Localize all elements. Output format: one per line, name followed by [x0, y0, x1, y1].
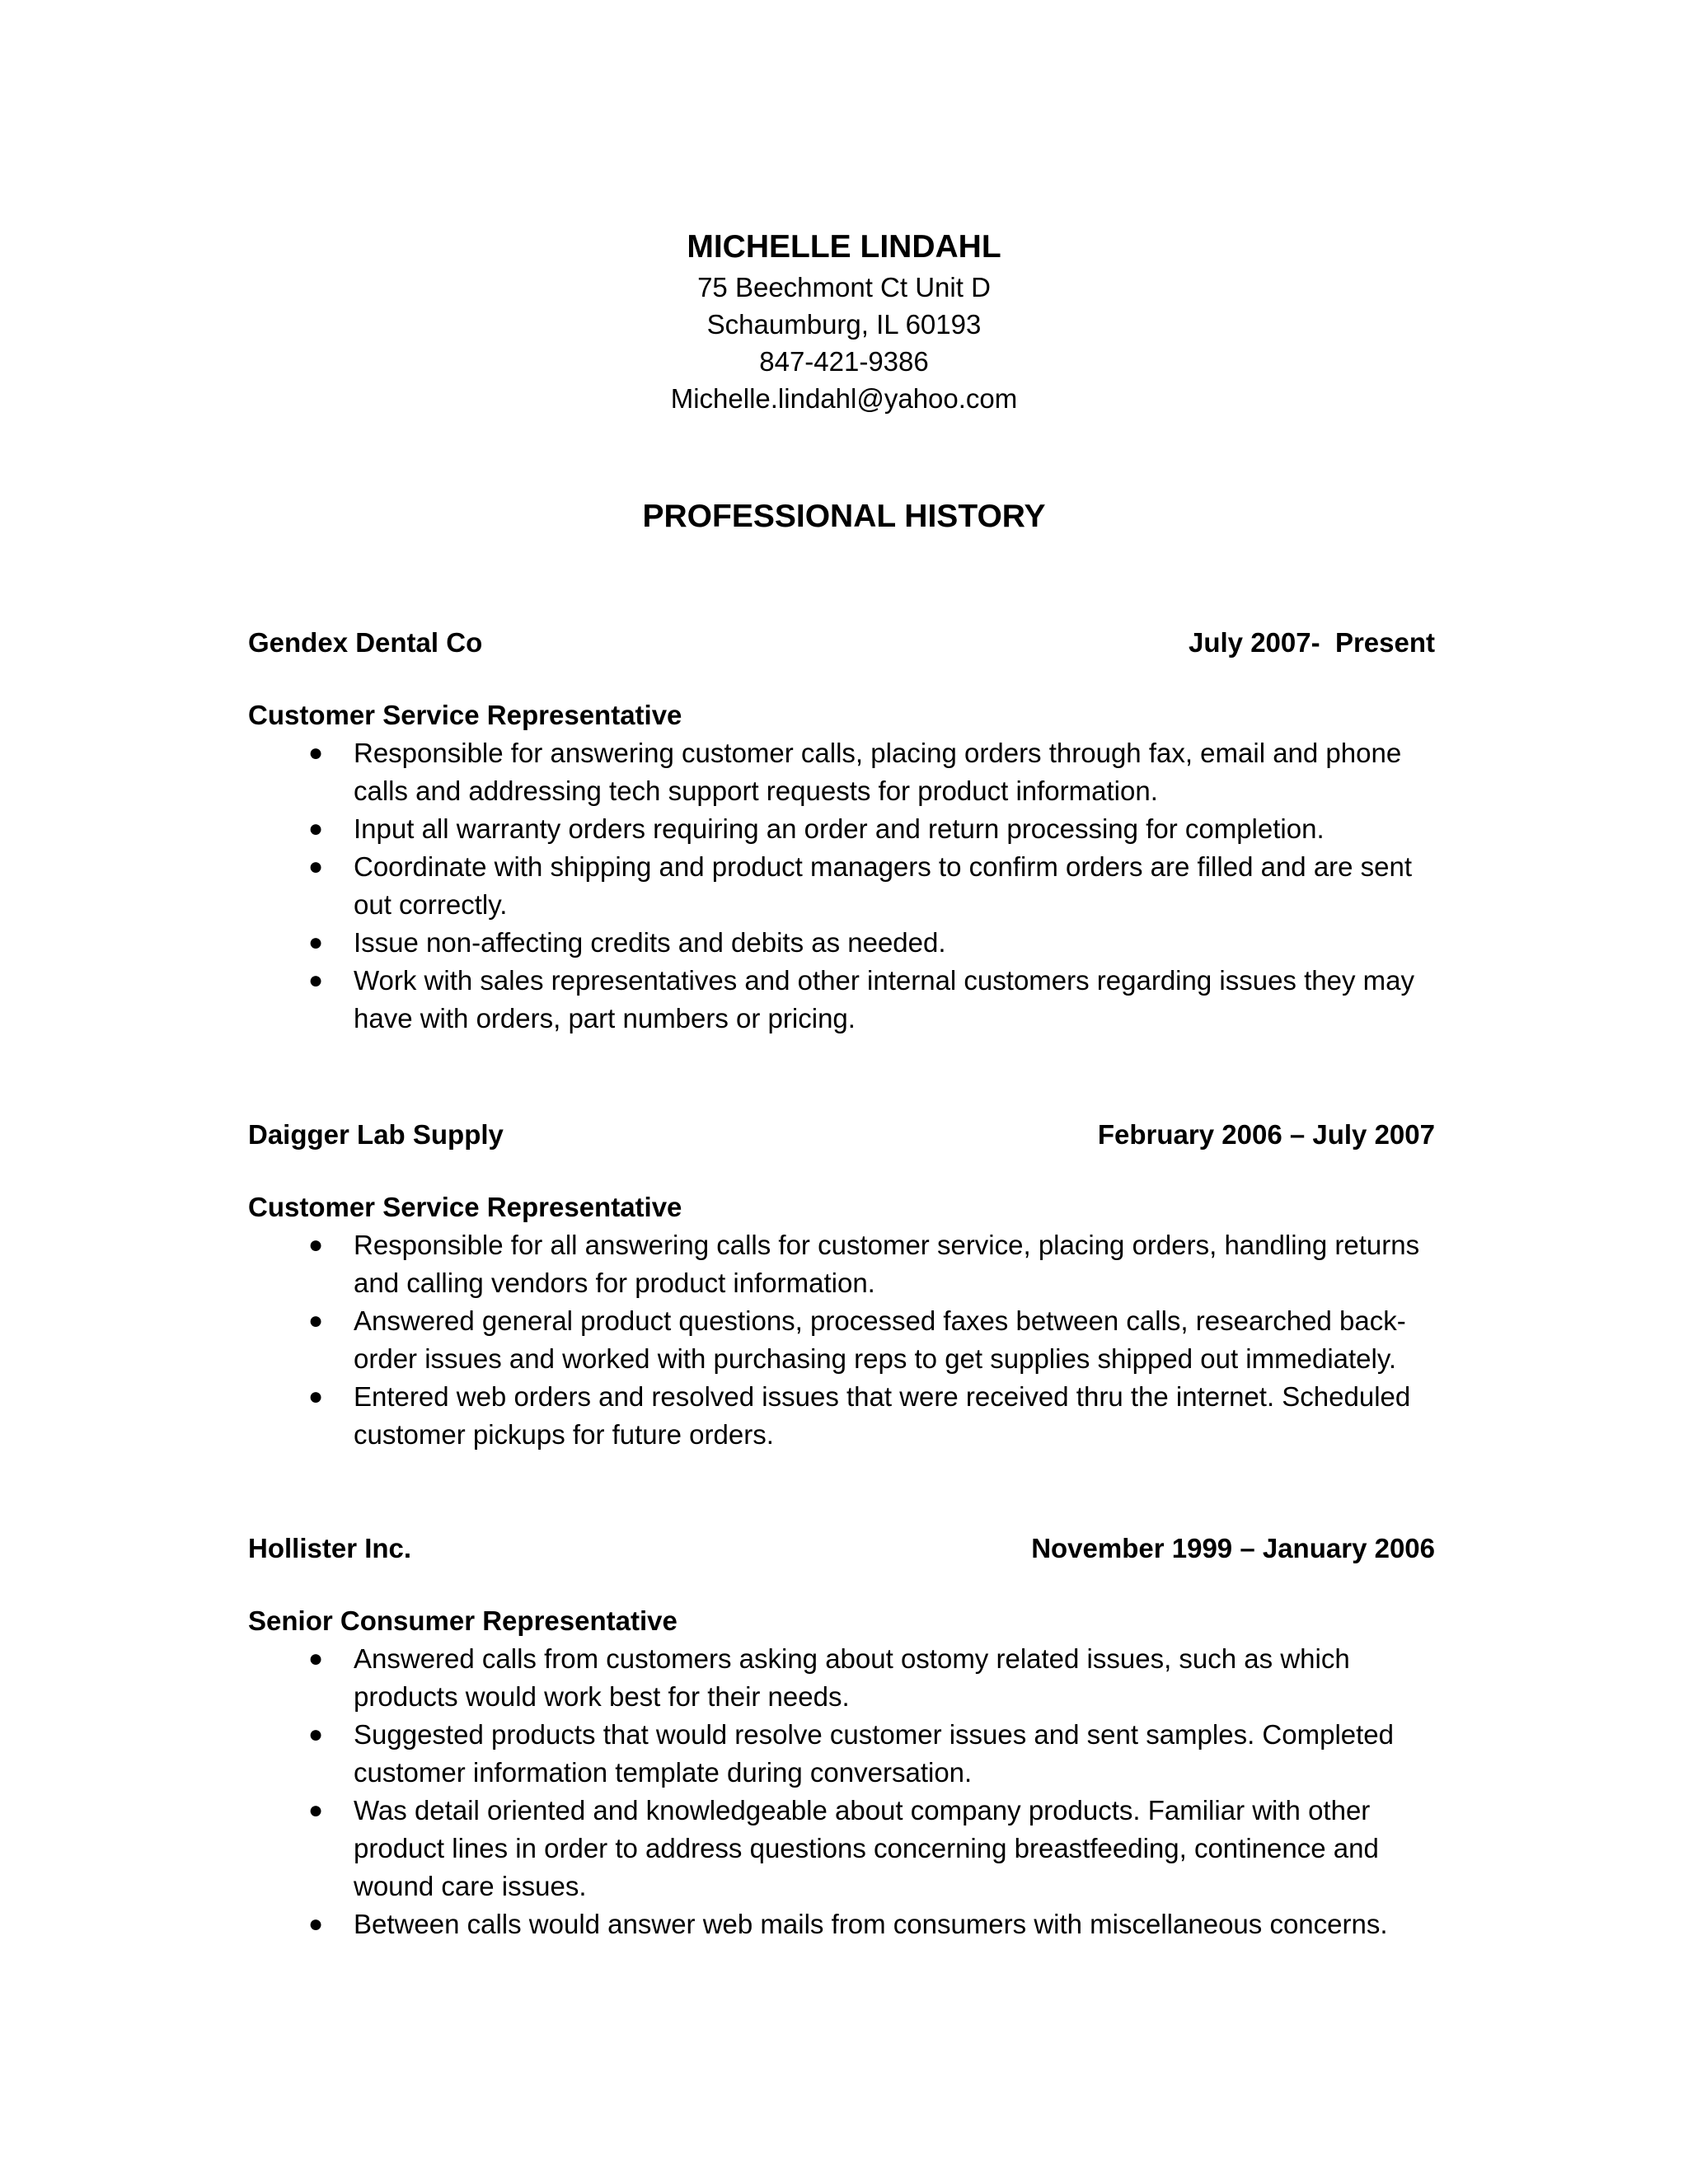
duty-item [248, 1640, 1435, 1716]
job-header [248, 1116, 1435, 1154]
employment-dates: July 2007- Present [1189, 627, 1435, 658]
duty-text: Input all warranty orders requiring an order and return processing for completion. [354, 813, 1325, 844]
duty-item [248, 924, 1435, 962]
job-entry [248, 1116, 1435, 1454]
bullet-icon: ● [308, 853, 324, 880]
duty-item [248, 810, 1435, 848]
employment-dates: February 2006 – July 2007 [1097, 1119, 1435, 1150]
duty-item [248, 1716, 1435, 1792]
bullet-icon: ● [308, 1910, 324, 1938]
bullet-icon: ● [308, 1797, 324, 1824]
duty-text: Issue non-affecting credits and debits as needed. [354, 927, 946, 958]
contact-header [0, 227, 1688, 417]
duties-list [248, 1640, 1435, 1943]
job-entry [248, 624, 1435, 1038]
job-header [248, 624, 1435, 662]
duty-item [248, 734, 1435, 810]
bullet-icon: ● [308, 1383, 324, 1410]
duty-item [248, 1226, 1435, 1302]
duty-item [248, 1792, 1435, 1905]
company-name: Hollister Inc. [248, 1533, 412, 1563]
duty-text: Between calls would answer web mails from consumers with miscellaneous concerns. [354, 1909, 1388, 1939]
job-title: Senior Consumer Representative [248, 1605, 678, 1636]
bullet-icon: ● [308, 1645, 324, 1672]
job-entry [248, 1530, 1435, 1943]
duty-text: Responsible for all answering calls for customer service, placing orders, handling returns and calling vendors for product information. [354, 1230, 1420, 1298]
duty-item [248, 848, 1435, 924]
duty-item [248, 962, 1435, 1038]
duty-text: Answered general product questions, processed faxes between calls, researched back-order issues and worked with purchasing reps to get supplies shipped out immediately. [354, 1305, 1406, 1374]
duties-list [248, 1226, 1435, 1454]
job-title: Customer Service Representative [248, 700, 682, 730]
job-title: Customer Service Representative [248, 1192, 682, 1222]
email-address: Michelle.lindahl@yahoo.com [670, 383, 1018, 414]
phone-number: 847-421-9386 [759, 346, 929, 377]
applicant-name: MICHELLE LINDAHL [687, 229, 1001, 265]
job-header [248, 1530, 1435, 1568]
bullet-icon: ● [308, 967, 324, 994]
duty-text: Responsible for answering customer calls, placing orders through fax, email and phone calls and addressing tech support requests for product information. [354, 738, 1402, 806]
address-line-2: Schaumburg, IL 60193 [706, 309, 982, 340]
section-title-professional-history: PROFESSIONAL HISTORY [642, 499, 1046, 534]
duties-list [248, 734, 1435, 1038]
duty-item [248, 1378, 1435, 1454]
duty-text: Work with sales representatives and other internal customers regarding issues they may have with orders, part numbers or pricing. [354, 965, 1414, 1033]
employment-dates: November 1999 – January 2006 [1031, 1533, 1435, 1563]
duty-text: Coordinate with shipping and product managers to confirm orders are filled and are sent out correctly. [354, 851, 1413, 920]
duty-text: Was detail oriented and knowledgeable about company products. Familiar with other product lines in order to address questions concerning breastfeeding, continence and wound care issues. [354, 1795, 1379, 1901]
bullet-icon: ● [308, 1721, 324, 1748]
bullet-icon: ● [308, 739, 324, 766]
bullet-icon: ● [308, 929, 324, 956]
duty-text: Suggested products that would resolve customer issues and sent samples. Completed customer information template during conversation. [354, 1719, 1395, 1788]
company-name: Gendex Dental Co [248, 627, 483, 658]
duty-text: Answered calls from customers asking about ostomy related issues, such as which products would work best for their needs. [354, 1643, 1350, 1712]
duty-text: Entered web orders and resolved issues that were received thru the internet. Scheduled customer pickups for future orders. [354, 1381, 1411, 1450]
bullet-icon: ● [308, 1231, 324, 1258]
address-line-1: 75 Beechmont Ct Unit D [697, 272, 991, 302]
duty-item [248, 1905, 1435, 1943]
duty-item [248, 1302, 1435, 1378]
bullet-icon: ● [308, 815, 324, 842]
bullet-icon: ● [308, 1307, 324, 1334]
company-name: Daigger Lab Supply [248, 1119, 504, 1150]
